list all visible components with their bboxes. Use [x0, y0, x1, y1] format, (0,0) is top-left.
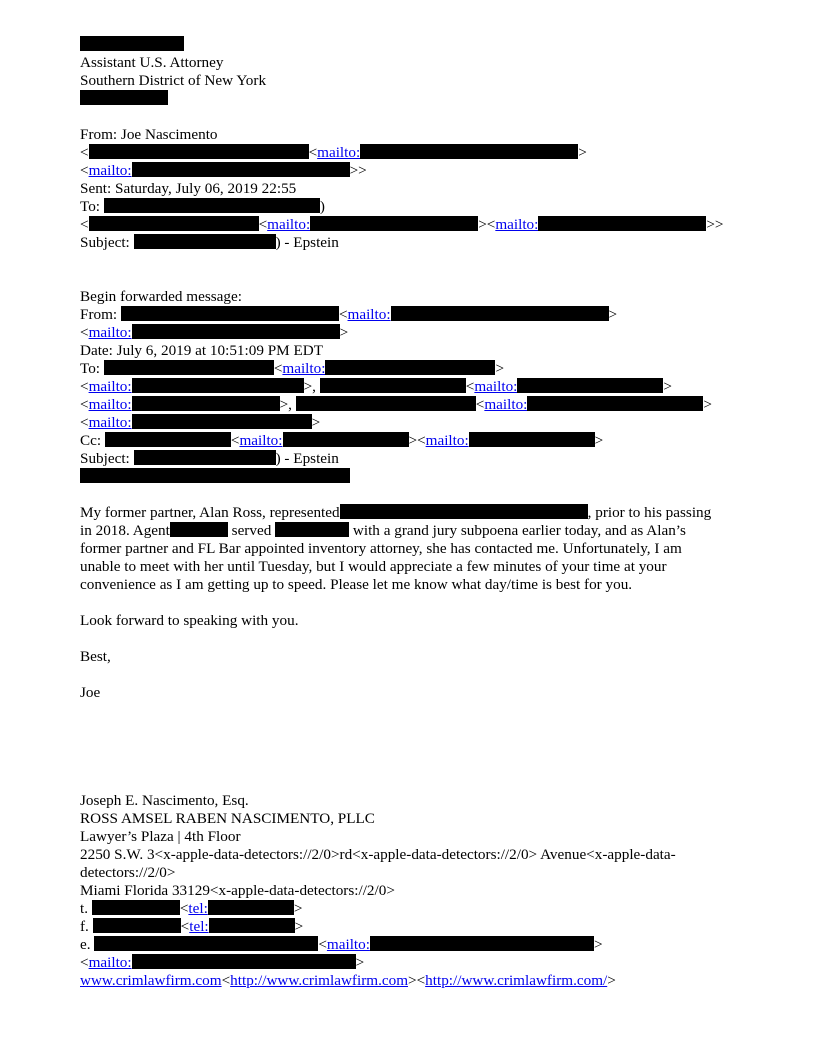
signature-address-2: detectors://2/0> — [80, 864, 176, 881]
redacted-phone-line — [80, 90, 168, 108]
body-line-2: in 2018. Agent served with a grand jury subpoena earlier today, and as Alan’s — [80, 522, 686, 539]
redaction-bar — [325, 360, 495, 375]
mailto-link[interactable]: mailto: — [425, 432, 469, 449]
forward-from: From: <mailto: > — [80, 306, 618, 323]
redaction-bar — [132, 378, 304, 393]
outer-subject: Subject: ) - Epstein — [80, 234, 339, 251]
outer-to-addresses: < <mailto: ><mailto: >> — [80, 216, 724, 233]
mailto-link[interactable]: mailto: — [495, 216, 539, 233]
mailto-link[interactable]: mailto: — [282, 360, 326, 377]
redaction-bar — [80, 468, 350, 483]
redaction-bar — [132, 414, 312, 429]
body-paragraph-2: Look forward to speaking with you. — [80, 612, 299, 629]
forward-to: To: <mailto: > — [80, 360, 505, 377]
forward-to-3: <mailto: >, <mailto: > — [80, 396, 712, 413]
mailto-link[interactable]: mailto: — [88, 954, 132, 971]
redaction-bar — [320, 378, 466, 393]
signature-city: Miami Florida 33129<x-apple-data-detectors://2/0> — [80, 882, 395, 899]
redaction-bar — [89, 144, 309, 159]
redaction-bar — [132, 954, 356, 969]
mailto-link[interactable]: mailto: — [88, 396, 132, 413]
outer-sent: Sent: Saturday, July 06, 2019 22:55 — [80, 180, 297, 197]
signature-firm: ROSS AMSEL RABEN NASCIMENTO, PLLC — [80, 810, 375, 827]
mailto-link[interactable]: mailto: — [88, 414, 132, 431]
mailto-link[interactable]: mailto: — [326, 936, 370, 953]
redaction-bar — [275, 522, 349, 537]
outer-from-address-2: <mailto: >> — [80, 162, 367, 179]
redaction-bar — [132, 162, 350, 177]
sender-name: Joe — [80, 684, 101, 701]
website-http-slash-link[interactable]: http://www.crimlawfirm.com/ — [425, 972, 608, 989]
forward-to-2: <mailto: >, <mailto: > — [80, 378, 672, 395]
redaction-bar — [132, 324, 340, 339]
redaction-bar — [283, 432, 409, 447]
tel-link[interactable]: tel: — [189, 918, 209, 935]
redaction-bar — [310, 216, 478, 231]
redaction-bar — [517, 378, 663, 393]
redaction-bar — [104, 198, 320, 213]
forward-begin: Begin forwarded message: — [80, 288, 242, 305]
redaction-bar — [93, 918, 181, 933]
redaction-bar — [340, 504, 588, 519]
header-office: Southern District of New York — [80, 72, 267, 89]
website-http-link[interactable]: http://www.crimlawfirm.com — [230, 972, 409, 989]
forward-subject: Subject: ) - Epstein — [80, 450, 339, 467]
redaction-bar — [80, 90, 168, 105]
redaction-bar — [105, 432, 231, 447]
signature-website: www.crimlawfirm.com<http://www.crimlawfirm.com><http://www.crimlawfirm.com/> — [80, 972, 616, 989]
redacted-line — [80, 468, 350, 486]
redaction-bar — [121, 306, 339, 321]
mailto-link[interactable]: mailto: — [347, 306, 391, 323]
mailto-link[interactable]: mailto: — [484, 396, 528, 413]
closing: Best, — [80, 648, 111, 665]
forward-cc: Cc: <mailto: ><mailto: > — [80, 432, 604, 449]
redaction-bar — [92, 900, 180, 915]
redaction-bar — [209, 918, 295, 933]
outer-to: To: ) — [80, 198, 325, 215]
redaction-bar — [80, 36, 184, 51]
redaction-bar — [391, 306, 609, 321]
signature-phone: t. <tel: > — [80, 900, 303, 917]
forward-to-4: <mailto: > — [80, 414, 321, 431]
redaction-bar — [134, 234, 276, 249]
forward-date: Date: July 6, 2019 at 10:51:09 PM EDT — [80, 342, 323, 359]
website-link[interactable]: www.crimlawfirm.com — [80, 972, 222, 989]
outer-from-address: < <mailto: > — [80, 144, 587, 161]
redaction-bar — [370, 936, 594, 951]
signature-fax: f. <tel: > — [80, 918, 304, 935]
mailto-link[interactable]: mailto: — [88, 162, 132, 179]
mailto-link[interactable]: mailto: — [88, 324, 132, 341]
redaction-bar — [527, 396, 703, 411]
mailto-link[interactable]: mailto: — [474, 378, 518, 395]
redaction-bar — [134, 450, 276, 465]
redaction-bar — [360, 144, 578, 159]
redaction-bar — [170, 522, 228, 537]
body-line-1: My former partner, Alan Ross, represented , prior to his passing — [80, 504, 712, 521]
tel-link[interactable]: tel: — [188, 900, 208, 917]
redaction-bar — [208, 900, 294, 915]
body-line-4: unable to meet with her until Tuesday, but I would appreciate a few minutes of your time at your — [80, 558, 667, 575]
redaction-bar — [469, 432, 595, 447]
redaction-bar — [296, 396, 476, 411]
signature-floor: Lawyer’s Plaza | 4th Floor — [80, 828, 241, 845]
mailto-link[interactable]: mailto: — [317, 144, 361, 161]
redaction-bar — [94, 936, 318, 951]
signature-email: e. <mailto: > — [80, 936, 603, 953]
body-line-3: former partner and FL Bar appointed inventory attorney, she has contacted me. Unfortunately, I am — [80, 540, 682, 557]
redacted-name-line — [80, 36, 184, 54]
signature-address-1: 2250 S.W. 3<x-apple-data-detectors://2/0>rd<x-apple-data-detectors://2/0> Avenue<x-apple-data- — [80, 846, 676, 863]
mailto-link[interactable]: mailto: — [239, 432, 283, 449]
redaction-bar — [538, 216, 706, 231]
redaction-bar — [104, 360, 274, 375]
mailto-link[interactable]: mailto: — [267, 216, 311, 233]
forward-from-address: <mailto: > — [80, 324, 349, 341]
body-line-5: convenience as I am getting up to speed. Please let me know what day/time is best for you. — [80, 576, 633, 593]
redaction-bar — [89, 216, 259, 231]
redaction-bar — [132, 396, 280, 411]
signature-name: Joseph E. Nascimento, Esq. — [80, 792, 249, 809]
header-title: Assistant U.S. Attorney — [80, 54, 224, 71]
signature-email-2: <mailto: > — [80, 954, 365, 971]
outer-from: From: Joe Nascimento — [80, 126, 218, 143]
mailto-link[interactable]: mailto: — [88, 378, 132, 395]
